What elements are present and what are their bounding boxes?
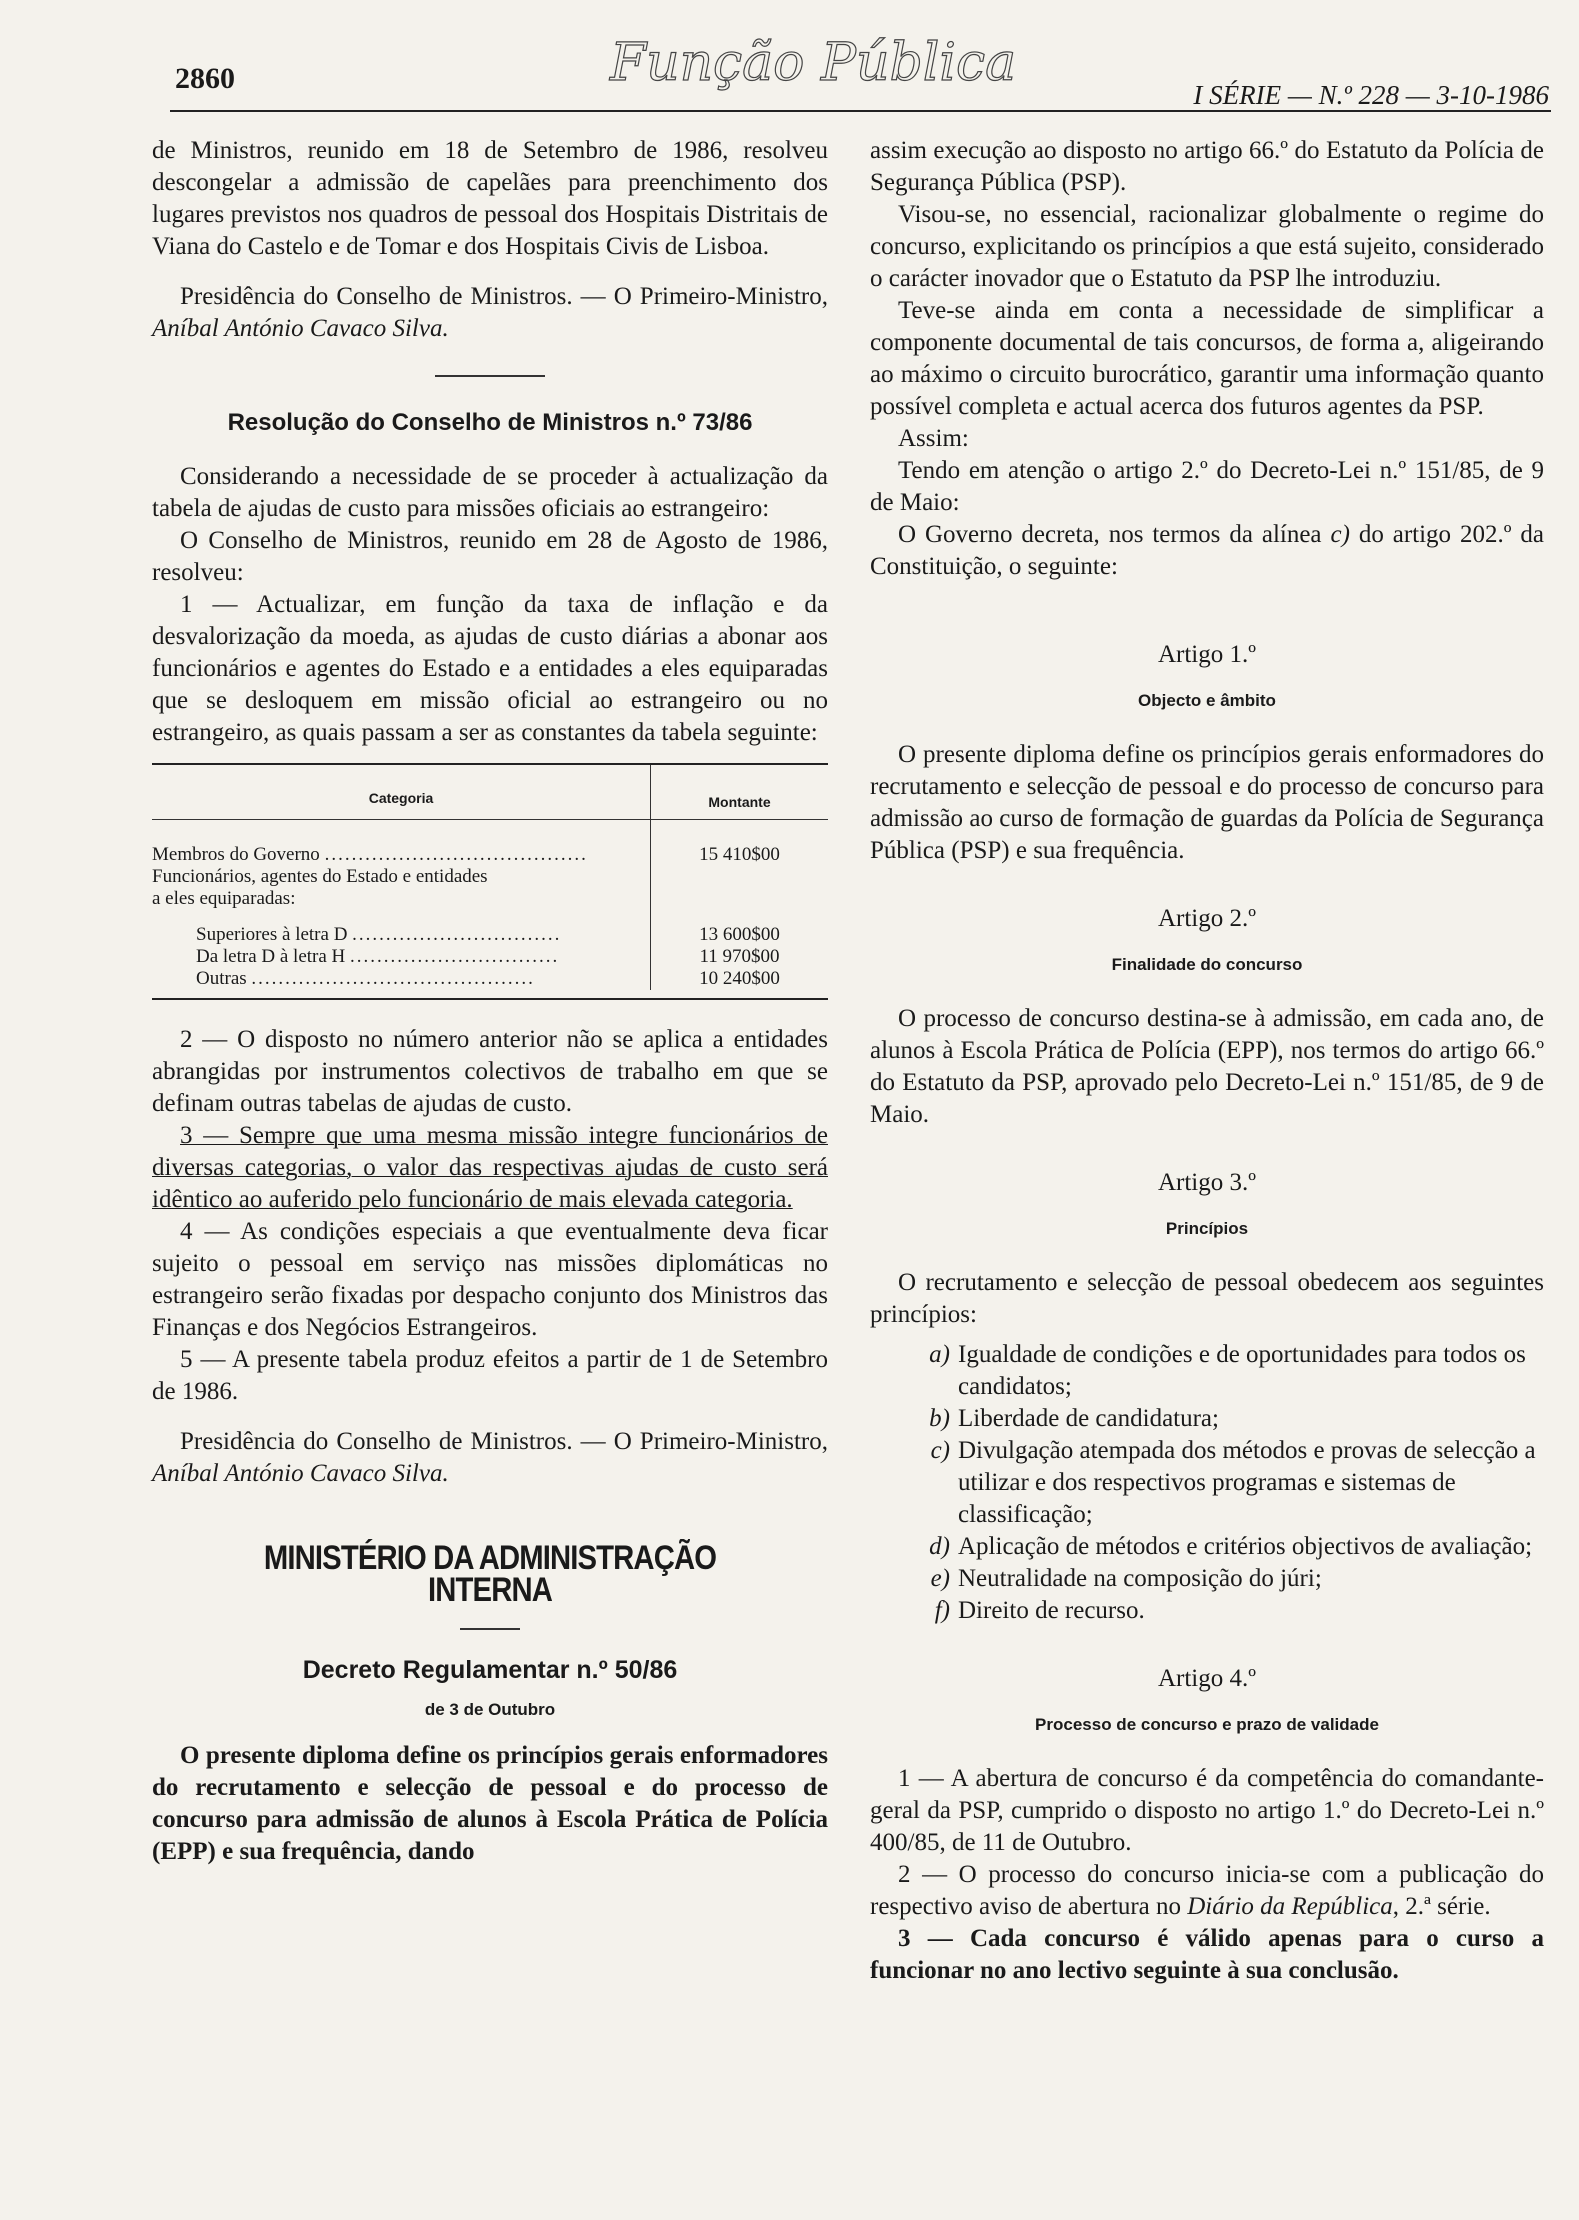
paragraph: 2 — O disposto no número anterior não se aplica a entidades abrangidas por instrumentos colectivos de trabalho em que se definam outras tabelas de ajudas de custo. xyxy=(152,1026,828,1117)
table-row: a eles equiparadas: xyxy=(152,888,296,909)
signature-name: Aníbal António Cavaco Silva. xyxy=(152,315,449,342)
signature: Presidência do Conselho de Ministros. — O Primeiro-Ministro, Aníbal António Cavaco Silva. xyxy=(152,1428,828,1487)
svg-text:Função Pública: Função Pública xyxy=(610,33,1017,93)
paragraph: O Governo decreta, nos termos da alínea c) do artigo 202.º da Constituição, o seguinte: xyxy=(870,521,1545,580)
signature: Presidência do Conselho de Ministros. — O Primeiro-Ministro, Aníbal António Cavaco Silva. xyxy=(152,283,828,342)
article-title: Artigo 3.º xyxy=(1157,1169,1257,1196)
article-title: Artigo 1.º xyxy=(1157,641,1257,668)
principles-list xyxy=(910,1339,1544,1627)
page-number: 2860 xyxy=(175,62,235,95)
paragraph: Visou-se, no essencial, racionalizar globalmente o regime do concurso, explicitando os princípios a que está sujeito, considerado o carácter inovador que o Estatuto da PSP lhe introduziu. xyxy=(870,201,1544,292)
article-title: Artigo 4.º xyxy=(1157,1665,1257,1692)
paragraph: 3 — Cada concurso é válido apenas para o curso a funcionar no ano lectivo seguinte à sua conclusão. xyxy=(870,1925,1544,1984)
table-cell-amount: 10 240$00 xyxy=(699,968,780,989)
paragraph: Tendo em atenção o artigo 2.º do Decreto-Lei n.º 151/85, de 9 de Maio: xyxy=(870,457,1544,516)
article-title: Artigo 2.º xyxy=(1157,905,1257,932)
article-subtitle: Finalidade do concurso xyxy=(1111,955,1303,974)
paragraph: O recrutamento e selecção de pessoal obedecem aos seguintes princípios: xyxy=(870,1269,1544,1328)
signature-name: Aníbal António Cavaco Silva. xyxy=(152,1460,449,1487)
table-cell-amount: 13 600$00 xyxy=(699,924,780,945)
allowance-table xyxy=(152,763,828,1000)
right-column xyxy=(870,135,1544,1987)
list-item: d) Aplicação de métodos e critérios objectivos de avaliação; xyxy=(929,1533,1533,1560)
table-row: Outras .......................................... xyxy=(196,968,535,989)
left-column xyxy=(152,135,828,1868)
article-subtitle: Processo de concurso e prazo de validade xyxy=(1035,1715,1379,1734)
handwritten-annotation xyxy=(600,20,1060,100)
paragraph: 2 — O processo do concurso inicia-se com a publicação do respectivo aviso de abertura no Diário da República, 2.ª série. xyxy=(870,1861,1544,1920)
header-rule xyxy=(170,110,1551,112)
paragraph: Considerando a necessidade de se proceder à actualização da tabela de ajudas de custo para missões oficiais ao estrangeiro: xyxy=(152,463,828,522)
paragraph: 5 — A presente tabela produz efeitos a partir de 1 de Setembro de 1986. xyxy=(152,1346,828,1405)
list-item: e) Neutralidade na composição do júri; xyxy=(930,1565,1322,1592)
decree-title: Decreto Regulamentar n.º 50/86 xyxy=(302,1656,678,1684)
paragraph: 1 — Actualizar, em função da taxa de inflação e da desvalorização da moeda, as ajudas de custo diárias a abonar aos funcionários e agentes do Estado e a entidades a eles equiparadas que se desloquem em missão oficial ao estrangeiro ou no estrangeiro, as quais passam a ser as constantes da tabela seguinte: xyxy=(152,591,828,746)
section-divider xyxy=(460,1628,520,1630)
paragraph-underlined: 3 — Sempre que uma mesma missão integre funcionários de diversas categorias, o valor das respectivas ajudas de custo será idêntico ao auferido pelo funcionário de mais elevada categoria. xyxy=(152,1122,828,1213)
column-header-category: Categoria xyxy=(368,790,434,806)
table-cell-amount: 11 970$00 xyxy=(699,946,780,967)
paragraph: O processo de concurso destina-se à admissão, em cada ano, de alunos à Escola Prática de Polícia (EPP), nos termos do artigo 66.º do Estatuto da PSP, aprovado pelo Decreto-Lei n.º 151/85, de 9 de Maio. xyxy=(870,1005,1544,1128)
paragraph: assim execução ao disposto no artigo 66.º do Estatuto da Polícia de Segurança Pública (PSP). xyxy=(870,137,1544,196)
list-item: c) Divulgação atempada dos métodos e provas de selecção a utilizar e dos respectivos programas e sistemas de classificação; xyxy=(930,1437,1536,1528)
section-divider xyxy=(435,375,545,377)
resolution-title: Resolução do Conselho de Ministros n.º 73/86 xyxy=(227,409,753,436)
paragraph: 1 — A abertura de concurso é da competência do comandante-geral da PSP, cumprido o disposto no artigo 1.º do Decreto-Lei n.º 400/85, de 11 de Outubro. xyxy=(870,1765,1544,1856)
list-item: f) Direito de recurso. xyxy=(934,1597,1145,1624)
table-row: Superiores à letra D ............................... xyxy=(196,924,562,945)
decree-date: de 3 de Outubro xyxy=(424,1700,556,1719)
table-row: Da letra D à letra H ............................... xyxy=(196,946,560,967)
table-body xyxy=(152,820,828,1000)
list-item: b) Liberdade de candidatura; xyxy=(929,1405,1219,1432)
paragraph: O presente diploma define os princípios gerais enformadores do recrutamento e selecção de pessoal e do processo de concurso para admissão ao curso de formação de guardas da Polícia de Segurança Pública (PSP) e sua frequência. xyxy=(870,741,1544,864)
article-subtitle: Objecto e âmbito xyxy=(1138,691,1276,710)
paragraph: de Ministros, reunido em 18 de Setembro de 1986, resolveu descongelar a admissão de capelães para preenchimento dos lugares previstos nos quadros de pessoal dos Hospitais Distritais de Viana do Castelo e de Tomar e dos Hospitais Civis de Lisboa. xyxy=(152,137,828,260)
table-cell-amount: 15 410$00 xyxy=(699,844,780,865)
table-header xyxy=(152,765,828,820)
table-row: Funcionários, agentes do Estado e entidades xyxy=(152,866,488,887)
ministry-heading: MINISTÉRIO DA ADMINISTRAÇÃO INTERNA xyxy=(263,1539,717,1609)
series-header: I SÉRIE — N.º 228 — 3-10-1986 xyxy=(1193,80,1549,110)
column-header-amount: Montante xyxy=(650,765,828,819)
paragraph: O Conselho de Ministros, reunido em 28 de Agosto de 1986, resolveu: xyxy=(152,527,828,586)
paragraph: O presente diploma define os princípios gerais enformadores do recrutamento e selecção de pessoal e do processo de concurso para admissão de alunos à Escola Prática de Polícia (EPP) e sua frequência, dando xyxy=(152,1742,828,1865)
paragraph: Teve-se ainda em conta a necessidade de simplificar a componente documental de tais concursos, de forma a, aligeirando ao máximo o circuito burocrático, garantir uma informação quanto possível completa e actual acerca dos futuros agentes da PSP. xyxy=(870,297,1544,420)
list-item: a) Igualdade de condições e de oportunidades para todos os candidatos; xyxy=(929,1341,1526,1400)
table-row: Membros do Governo ....................................... xyxy=(152,844,588,865)
paragraph: Assim: xyxy=(898,425,969,452)
article-subtitle: Princípios xyxy=(1165,1219,1249,1238)
paragraph: 4 — As condições especiais a que eventualmente deva ficar sujeito o pessoal em serviço nas missões diplomáticas no estrangeiro serão fixadas por despacho conjunto dos Ministros das Finanças e dos Negócios Estrangeiros. xyxy=(152,1218,828,1341)
